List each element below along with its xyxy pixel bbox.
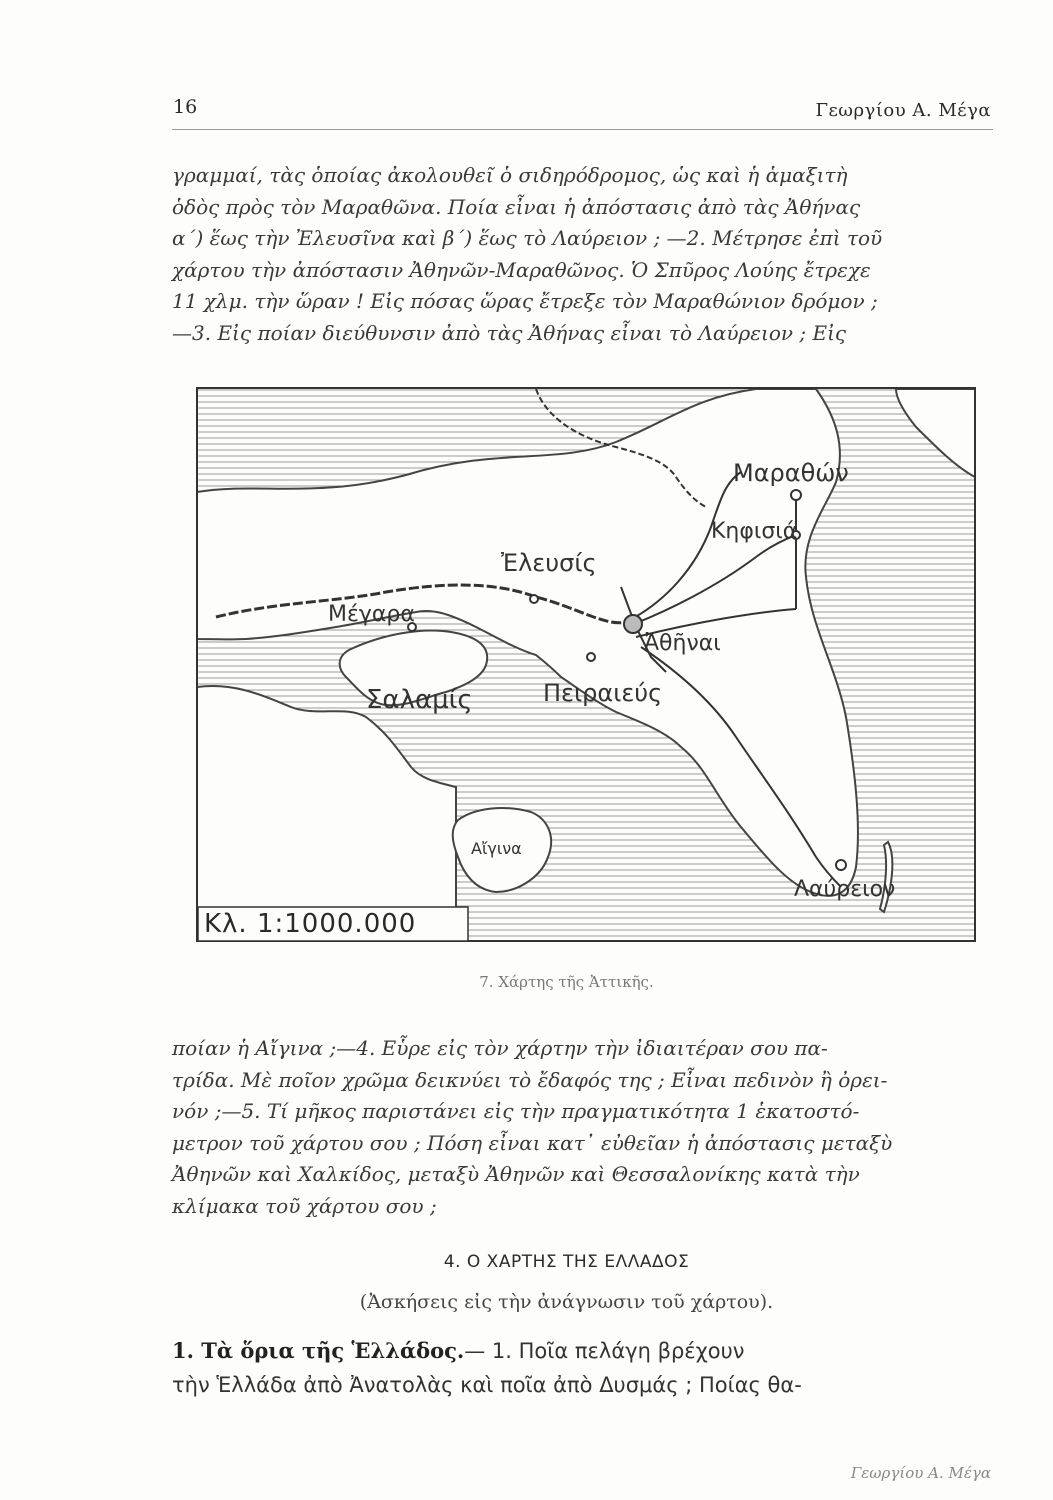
subsection-text: — 1. Ποῖα πελάγη βρέχουν <box>464 1339 745 1363</box>
label-megara: Μέγαρα <box>328 602 415 627</box>
map-drawing <box>196 387 976 942</box>
section-title: 4. Ο ΧΑΡΤΗΣ ΤΗΣ ΕΛΛΑΔΟΣ <box>443 1252 690 1272</box>
town-marker-eleusis <box>530 595 538 603</box>
label-eleusis: Ἐλευσίς <box>501 549 597 577</box>
subsection-line-1 <box>172 1334 1002 1368</box>
paragraph-2 <box>172 1033 992 1222</box>
town-marker-piraeus <box>587 653 595 661</box>
label-marathon: Μαραθών <box>733 459 849 487</box>
label-kifisia: Κηφισιά <box>711 519 798 544</box>
text-line: ὁδὸς πρὸς τὸν Μαραθῶνα. Ποία εἶναι ἡ ἀπόστασις ἀπὸ τὰς Ἀθήνας <box>172 194 861 219</box>
town-marker-laurium <box>836 860 846 870</box>
subsection-heading: 1. Τὰ ὅρια τῆς Ἑλλάδος. <box>172 1338 465 1363</box>
text-line: γραμμαί, τὰς ὁποίας ἀκολουθεῖ ὁ σιδηρόδρομος, ὡς καὶ ἡ ἁμαξιτὴ <box>172 163 848 187</box>
subsection <box>172 1334 1002 1402</box>
label-athens: Ἀθῆναι <box>644 631 721 656</box>
text-line: α΄) ἕως τὴν Ἐλευσῖνα καὶ β΄) ἕως τὸ Λαύρειον ; —2. Μέτρησε ἐπὶ τοῦ <box>172 226 883 250</box>
paragraph-1 <box>172 160 992 349</box>
text-line: 11 χλμ. τὴν ὥραν ! Εἰς πόσας ὥρας ἔτρεξε τὸν Μαραθώνιον δρόμον ; <box>172 289 878 313</box>
header-rule <box>172 129 993 130</box>
section-subtitle: (Ἀσκήσεις εἰς τὴν ἀνάγνωσιν τοῦ χάρτου). <box>359 1291 774 1313</box>
text-line: —3. Εἰς ποίαν διεύθυνσιν ἀπὸ τὰς Ἀθήνας εἶναι τὸ Λαύρειον ; Εἰς <box>172 320 847 345</box>
page-number: 16 <box>173 96 198 118</box>
label-laurium: Λαύρειον <box>794 877 896 902</box>
attica-map <box>196 387 976 942</box>
text-line: χάρτου τὴν ἀπόστασιν Ἀθηνῶν-Μαραθῶνος. Ὁ Σπῦρος Λούης ἔτρεχε <box>172 257 871 282</box>
subsection-line-2: τὴν Ἑλλάδα ἀπὸ Ἀνατολὰς καὶ ποῖα ἀπὸ Δυσμάς ; Ποίας θα- <box>172 1373 802 1397</box>
map-scale: Κλ. 1:1000.000 <box>204 909 417 939</box>
text-line: τρίδα. Μὲ ποῖον χρῶμα δεικνύει τὸ ἔδαφός της ; Εἶναι πεδινὸν ἢ ὀρει- <box>172 1067 888 1092</box>
town-marker-marathon <box>791 490 801 500</box>
label-piraeus: Πειραιεύς <box>543 679 663 707</box>
label-aegina: Αἴγινα <box>471 839 522 858</box>
text-line: Ἀθηνῶν καὶ Χαλκίδος, μεταξὺ Ἀθηνῶν καὶ Θεσσαλονίκης κατὰ τὴν <box>172 1162 860 1186</box>
label-salamis: Σαλαμίς <box>366 685 473 715</box>
text-line: νόν ;—5. Τί μῆκος παριστάνει εἰς τὴν πραγματικότητα 1 ἑκατοστό- <box>172 1099 860 1123</box>
figure-caption: 7. Χάρτης τῆς Ἀττικῆς. <box>479 973 654 991</box>
text-line: κλίμακα τοῦ χάρτου σου ; <box>172 1193 437 1218</box>
footer-signature: Γεωργίου Α. Μέγα <box>850 1464 991 1482</box>
text-line: ποίαν ἡ Αἴγινα ;—4. Εὗρε εἰς τὸν χάρτην τὴν ἰδιαιτέραν σου πα- <box>172 1036 828 1060</box>
running-head: Γεωργίου Α. Μέγα <box>815 100 991 121</box>
text-line: μετρον τοῦ χάρτου σου ; Πόση εἶναι κατ᾽ εὐθεῖαν ἡ ἀπόστασις μεταξὺ <box>172 1130 893 1155</box>
town-marker-athens <box>624 615 642 633</box>
